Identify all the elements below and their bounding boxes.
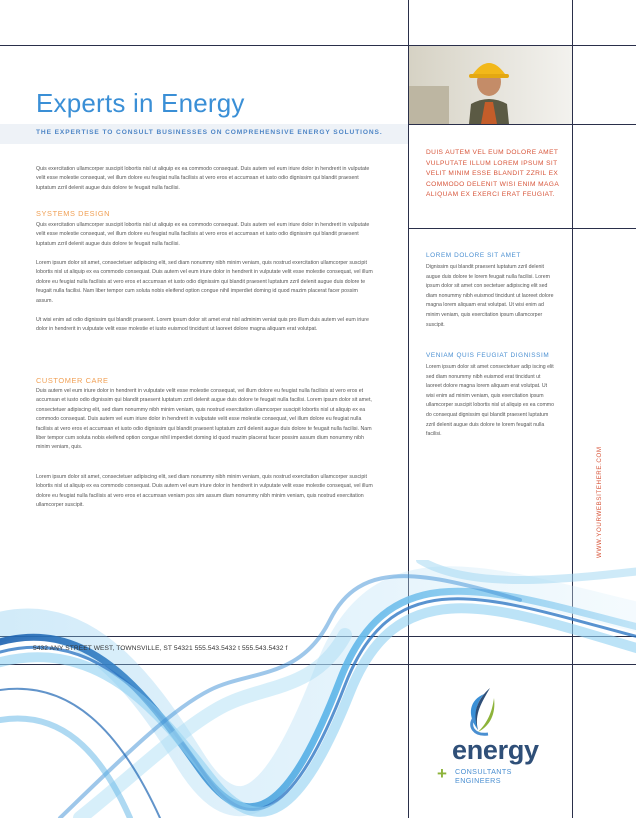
sidebar-rule-2 xyxy=(408,228,636,229)
footer-address: 5432 ANY STREET WEST, TOWNSVILLE, ST 54321 555.543.5432 t 555.543.5432 f xyxy=(33,645,288,652)
systems-paragraph-3: Ut wisi enim ad odio dignissim qui blandit praesent. Lorem ipsum dolor sit amet erat nisl adminim veniat quis pro illum duis autem vel eum iriure dolor in hendrerit in vulputate velit esse molestie et iusto euismod tincidunt ut laoreet dolore magna aliquam erat volutpat. xyxy=(36,317,369,333)
section-heading-customer-care: CUSTOMER CARE xyxy=(36,376,109,385)
customer-paragraph-2: Lorem ipsum dolor sit amet, consectetuer adipiscing elit, sed diam nonummy nibh minim veniam, quis nostrud exercitation ullamcorper suscipit lobortis nisl ut aliquip ex ea commodo consequat. Duis autem vel eum iriure dolor in hendrerit in vulputate velit esse molestie consequat, vel illum dolore eu feugiat nulla facilisis at vero eros et accumsan veniam pos sim assum diam nonummy nibh minim veniam, quis nostrud exercitation ullamcorper suscipit. xyxy=(36,474,373,509)
sidebar-heading-2: VENIAM QUIS FEUGIAT DIGNISSIM xyxy=(426,352,550,359)
sidebar-text-2: Lorem ipsum dolor sit amet consectetuer adip iscing elit sed diam nonummy nibh euismod erat tincidunt ut laoreet dolore magna lorem aliquam erat volutpat. Ut wisi enim ad minim veniam, quis exercitation ipsum ullamcorper suscipit lobortis nisl ut aliquip ex ea commo do consequat dignissim qui blandit praesent luptatum zzril delenit augue duis dolore te lorem feugait nulla facilisi. xyxy=(426,364,555,438)
sidebar-text-1: Dignissim qui blandit praesent luptatum zzril delenit augue duis dolore te lorem feugait nulla facilisi. Lorem ipsum dolor sit amet con sectetuer adipiscing elit sed diam nonummy nibh euismod tincidunt ut laoreet dolore magna lorem aliquam erat volutpat. Ut wisi enim ad minim veniam, quis exercitation ipsum ullamcorper suscipit. xyxy=(426,264,554,328)
customer-paragraph-1: Duis autem vel eum iriure dolor in hendrerit in vulputate velit esse molestie consequat, vel illum dolore eu feugiat nulla facilisis at vero eros et accumsan et iusto odio dignissim qui blandit praesent luptatum zzril delenit augue duis dolore te feugait nulla facilisi. Lorem ipsum dolor sit amet, consectetuer adipiscing elit, sed diam nonummy nibh minim veniam, quis nostrud exercitation ullamcorper suscipit lobortis nisl ut aliquip ex ea commodo consequat. Duis autem vel eum iriure dolor in hendrerit in vulputate velit esse molestie consequat, vel illum dolore eu feugiat nulla facilisis at vero eros et accumsan et iusto odio dignissim qui blandit praesent luptatum zzril delenit augue duis dolore te feugait nulla facilisi. Nam liber tempor cum soluta nobis eleifend option congue nihil imperdiet doming id quod mazim placerat facer possim assum dium nonummy nibh minim veniam, quis. xyxy=(36,388,372,451)
logo-plus-icon: + xyxy=(437,764,447,783)
logo-tagline-consultants: CONSULTANTS xyxy=(455,767,512,776)
section-heading-systems-design: SYSTEMS DESIGN xyxy=(36,209,111,218)
page-title: Experts in Energy xyxy=(36,88,245,118)
worker-photo xyxy=(409,46,572,124)
sidebar-rule-1 xyxy=(408,124,636,125)
page-subtitle: THE EXPERTISE TO CONSULT BUSINESSES ON COMPREHENSIVE ENERGY SOLUTIONS. xyxy=(36,129,383,136)
intro-paragraph: Quis exercitation ullamcorper suscipit lobortis nisl ut aliquip ex ea commodo consequat. Duis autem vel eum iriure dolor in hendrerit in vulputate velit esse molestie consequat, vel illum dolore eu feugiat nulla facilisis at vero eros et accumsan et iusto odio dignissim qui blandit praesent luptatum zzril delenit augue duis dolore te feugait nulla facilisi. xyxy=(36,166,370,191)
logo-wordmark: energy xyxy=(452,735,539,765)
sidebar-pull-quote: DUIS AUTEM VEL EUM DOLORE AMET VULPUTATE ILLUM LOREM IPSUM SIT VELIT MINIM ESSE BLANDIT ZZRIL EX COMMODO DELENIT WISI ENIM MAGA ALIQUAM EX EXERCI ERAT FEUGIAT. xyxy=(426,149,559,199)
systems-paragraph-2: Lorem ipsum dolor sit amet, consectetuer adipiscing elit, sed diam nonummy nibh minim veniam, quis nostrud exercitation ullamcorper suscipit lobortis nisl ut aliquip ex ea commodo consequat. Duis autem vel eum iriure dolor in hendrerit in vulputate velit esse molestie consequat, vel illum dolore eu feugiat nulla facilisis at vero eros et accumsan et iusto odio dignissim qui blandit praesent luptatum zzril delenit augue duis dolore te feugait nulla facilisi. Nam liber tempor cum soluta nobis eleifend option congue nihil imperdiet doming id quod mazim placerat facer possim assum. xyxy=(36,260,373,304)
website-url[interactable]: WWW.YOURWEBSITEHERE.COM xyxy=(596,446,603,558)
systems-paragraph-1: Quis exercitation ullamcorper suscipit lobortis nisl ut aliquip ex ea commodo consequat. Duis autem vel eum iriure dolor in hendrerit in vulputate velit esse molestie consequat, vel illum dolore eu feugiat nulla facilisis at vero eros et accumsan et iusto odio dignissim qui blandit praesent luptatum zzril delenit augue duis dolore te feugait nulla facilisi. xyxy=(36,222,370,247)
sidebar-heading-1: LOREM DOLORE SIT AMET xyxy=(426,252,521,259)
logo-tagline-engineers: ENGINEERS xyxy=(455,776,501,785)
